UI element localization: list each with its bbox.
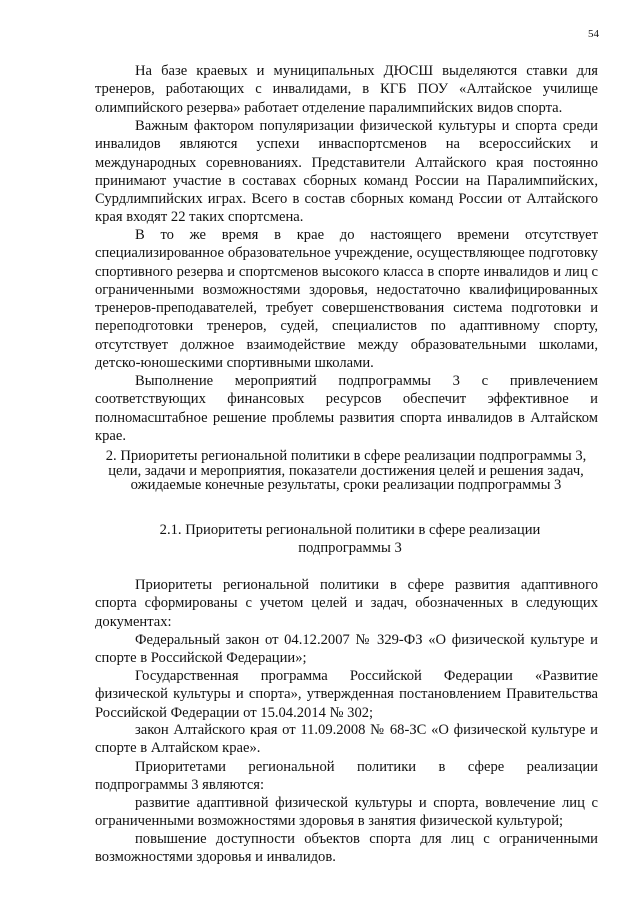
page-number: 54 — [588, 28, 599, 40]
list-item-development: развитие адаптивной физической культуры и спорта, вовлечение лиц с ограниченными возможностями здоровья в занятия физической культурой; — [95, 795, 598, 830]
list-item-accessibility: повышение доступности объектов спорта для лиц с ограниченными возможностями здоровья и инвалидов. — [95, 831, 598, 866]
paragraph-djussh: На базе краевых и муниципальных ДЮСШ выделяются ставки для тренеров, работающих с инвалидами, в КГБ ПОУ «Алтайское училище олимпийского резерва» работает отделение паралимпийских видов спорта. — [95, 63, 598, 116]
paragraph-priorities: Приоритетами региональной политики в сфере реализации подпрограммы 3 являются: — [95, 759, 598, 794]
paragraph-priorities-intro: Приоритеты региональной политики в сфере развития адаптивного спорта сформированы с учетом целей и задач, обозначенных в следующих документах: — [95, 577, 598, 630]
paragraph-state-program: Государственная программа Российской Федерации «Развитие физической культуры и спорта», утвержденная постановлением Правительства Российской Федерации от 15.04.2014 № 302; — [95, 668, 598, 721]
section-heading: 2. Приоритеты региональной политики в сфере реализации подпрограммы 3, цели, задачи и мероприятия, показатели достижения целей и решения задач, ожидаемые конечные результаты, сроки реализации подпрограммы 3 — [105, 448, 587, 493]
paragraph-popularization: Важным фактором популяризации физической культуры и спорта среди инвалидов являются успехи инваспортсменов на всероссийских и международных соревнованиях. Представители Алтайского края постоянно принимают участие в составах сборных команд России на Паралимпийских, Сурдлимпийских играх. Всего в состав сборных команд России от Алтайского края входят 22 таких спортсмена. — [95, 118, 598, 226]
paragraph-measures: Выполнение мероприятий подпрограммы 3 с привлечением соответствующих финансовых ресурсов обеспечит эффективное и полномасштабное решение проблемы развития спорта инвалидов в Алтайском крае. — [95, 373, 598, 444]
paragraph-federal-law: Федеральный закон от 04.12.2007 № 329-ФЗ «О физической культуре и спорте в Российской Федерации»; — [95, 632, 598, 667]
subsection-heading: 2.1. Приоритеты региональной политики в сфере реализации подпрограммы 3 — [159, 522, 541, 557]
paragraph-regional-law: закон Алтайского края от 11.09.2008 № 68-ЗС «О физической культуре и спорте в Алтайском крае». — [95, 722, 598, 757]
paragraph-problems: В то же время в крае до настоящего времени отсутствует специализированное образовательное учреждение, осуществляющее подготовку спортивного резерва и спортсменов высокого класса в спорте инвалидов и лиц с ограниченными возможностями здоровья, недостаточно квалифицированных тренеров-преподавателей, требует совершенствования система подготовки и переподготовки тренеров, судей, специалистов по адаптивному спорту, отсутствует должное взаимодействие между образовательными школами, детско-юношескими спортивными школами. — [95, 227, 598, 372]
